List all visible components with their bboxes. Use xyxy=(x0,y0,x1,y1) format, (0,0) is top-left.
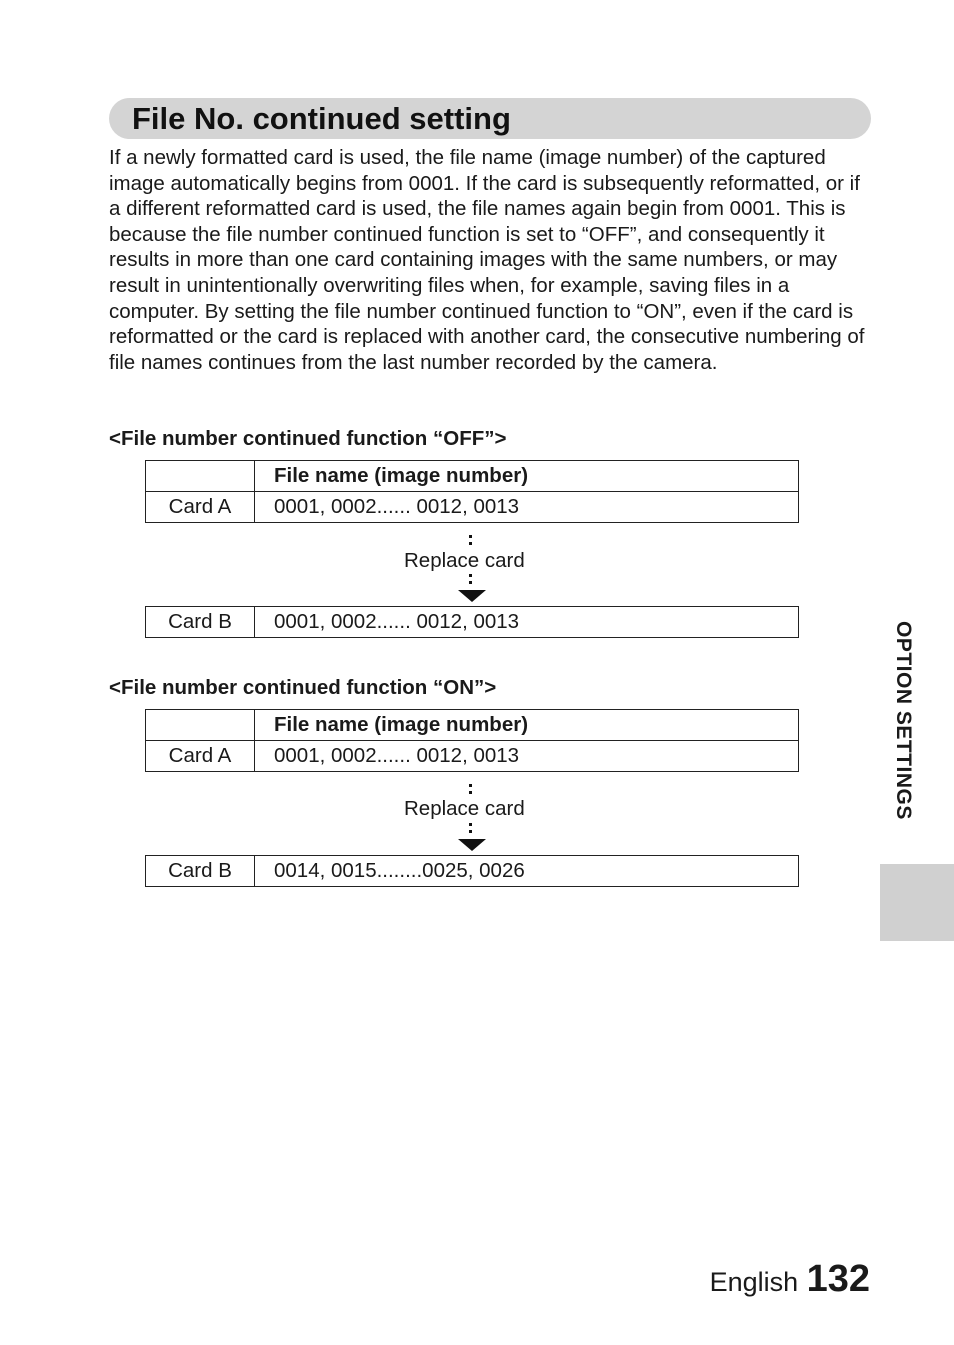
dots-icon xyxy=(467,784,475,794)
table-header-file-name: File name (image number) xyxy=(255,710,799,741)
card-a-value: 0001, 0002...... 0012, 0013 xyxy=(255,741,799,772)
side-tab-label: OPTION SETTINGS xyxy=(892,621,915,820)
page-footer xyxy=(710,1258,870,1301)
on-table-card-a xyxy=(145,709,799,772)
intro-paragraph: If a newly formatted card is used, the file name (image number) of the captured image automatically begins from 0001. If the card is subsequently reformatted, or if a different reformatted card is used, the file names again begin from 0001. This is because the file number continued function is set to “OFF”, and consequently it results in more than one card containing images with the same numbers, or may result in unintentionally overwriting files when, for example, saving files in a computer. By setting the file number continued function to “ON”, even if the card is reformatted or the card is replaced with another card, the consecutive numbering of file names continues from the last number recorded by the camera. xyxy=(109,146,865,374)
table-header-row xyxy=(146,710,799,741)
on-section-heading: <File number continued function “ON”> xyxy=(109,676,497,699)
section-title-bar xyxy=(109,98,871,139)
table-header-row xyxy=(146,461,799,492)
off-section-heading: <File number continued function “OFF”> xyxy=(109,427,507,450)
table-row xyxy=(146,856,799,887)
dots-icon xyxy=(467,823,475,833)
on-replace-card-label: Replace card xyxy=(404,797,525,820)
table-header-empty-cell xyxy=(146,710,255,741)
on-table-card-b xyxy=(145,855,799,887)
card-b-label: Card B xyxy=(146,607,255,638)
table-row xyxy=(146,492,799,523)
card-b-value: 0014, 0015........0025, 0026 xyxy=(255,856,799,887)
dots-icon xyxy=(467,574,475,584)
table-header-empty-cell xyxy=(146,461,255,492)
card-b-label: Card B xyxy=(146,856,255,887)
off-table-card-a xyxy=(145,460,799,523)
down-arrow-icon xyxy=(458,839,486,851)
off-replace-card-label: Replace card xyxy=(404,549,525,572)
page-number: 132 xyxy=(806,1258,870,1300)
down-arrow-icon xyxy=(458,590,486,602)
dots-icon xyxy=(467,535,475,545)
table-header-file-name: File name (image number) xyxy=(255,461,799,492)
card-a-label: Card A xyxy=(146,492,255,523)
table-row xyxy=(146,741,799,772)
side-tab-marker xyxy=(880,864,954,941)
card-a-value: 0001, 0002...... 0012, 0013 xyxy=(255,492,799,523)
card-b-value: 0001, 0002...... 0012, 0013 xyxy=(255,607,799,638)
page-title: File No. continued setting xyxy=(132,101,511,136)
table-row xyxy=(146,607,799,638)
footer-language: English xyxy=(709,1267,799,1297)
card-a-label: Card A xyxy=(146,741,255,772)
off-table-card-b xyxy=(145,606,799,638)
